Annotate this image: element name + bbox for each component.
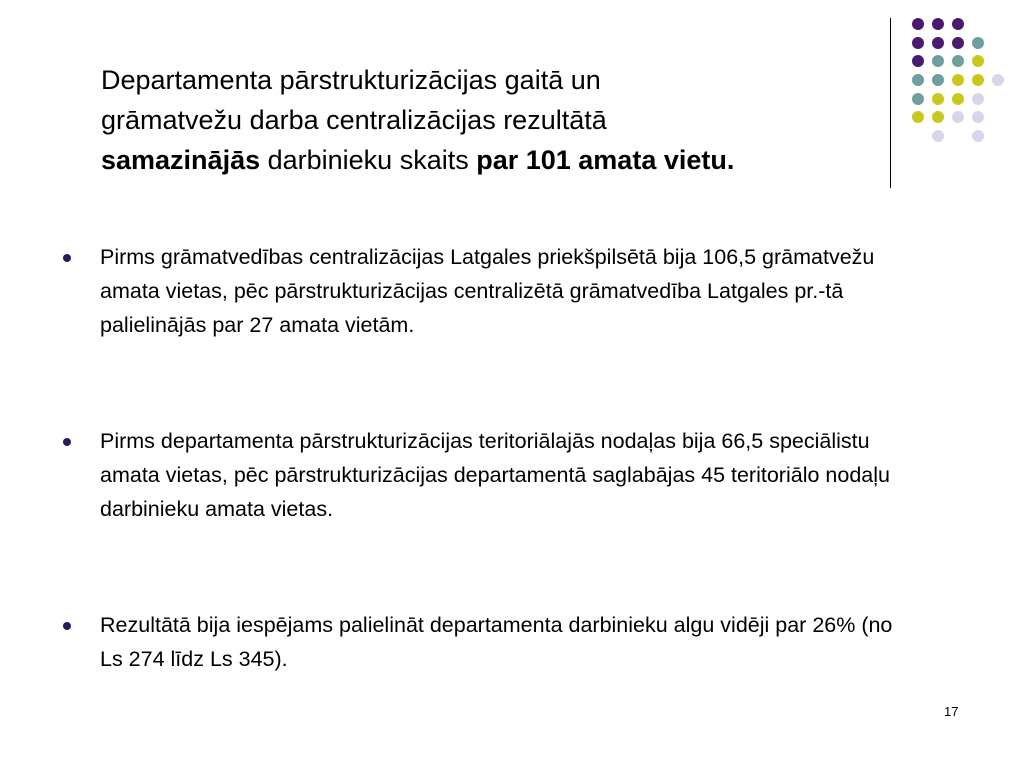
title-line-1: Departamenta pārstrukturizācijas gaitā un [101,65,601,95]
decorative-dot [912,74,924,86]
decorative-dot [912,37,924,49]
bullet-text: Pirms departamenta pārstrukturizācijas teritoriālajās nodaļas bija 66,5 speciālistu amata vietas, pēc pārstrukturizācijas departamentā saglabājas 45 teritoriālo nodaļu darbinieku amata vietas. [100,429,890,521]
decorative-dot [932,93,944,105]
decorative-dot [932,55,944,67]
decorative-dot [972,93,984,105]
decorative-dot [972,74,984,86]
decorative-dot [932,130,944,142]
decorative-dot [912,93,924,105]
decorative-dot [992,74,1004,86]
bullet-dot-icon [63,622,71,630]
decorative-dot [972,111,984,123]
decorative-dot [972,37,984,49]
bullet-text: Pirms grāmatvedības centralizācijas Latgales priekšpilsētā bija 106,5 grāmatvežu amata vietas, pēc pārstrukturizācijas centralizētā grāmatvedība Latgales pr.-tā palielinājās par 27 amata vietām. [100,245,875,337]
title-middle-text: darbinieku skaits [260,145,477,175]
title-line-2: grāmatvežu darba centralizācijas rezultātā [101,105,607,135]
bullet-text: Rezultātā bija iespējams palielināt departamenta darbinieku algu vidēji par 26% (no Ls 274 līdz Ls 345). [100,613,893,671]
decorative-dot [952,55,964,67]
bullet-dot-icon [63,254,71,262]
decorative-dot [952,37,964,49]
decorative-dot [952,18,964,30]
decorative-dot [932,111,944,123]
decorative-dot [932,18,944,30]
slide-title [101,60,901,180]
decorative-dot [912,55,924,67]
bullet-item [100,240,910,342]
decorative-dot [952,111,964,123]
decorative-dot [952,93,964,105]
title-bold-amount: par 101 amata vietu. [476,145,735,175]
title-bold-reduced: samazinājās [101,145,261,175]
bullet-item [100,608,910,676]
decorative-dot [952,74,964,86]
bullet-dot-icon [63,438,71,446]
decorative-dot [972,130,984,142]
decorative-dot [912,18,924,30]
decorative-dot [912,111,924,123]
decorative-dot [932,74,944,86]
decorative-dot [932,37,944,49]
bullet-item [100,424,910,526]
page-number: 17 [944,704,959,719]
decorative-dot [972,55,984,67]
